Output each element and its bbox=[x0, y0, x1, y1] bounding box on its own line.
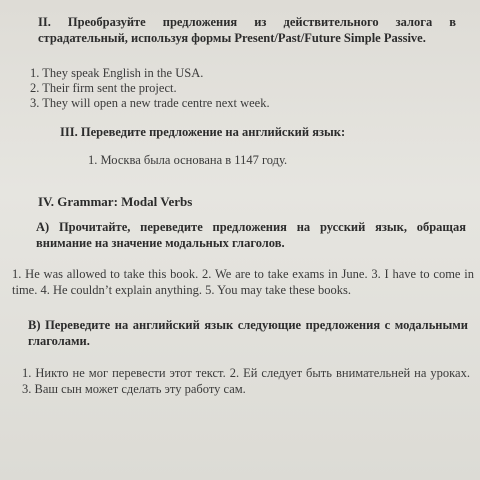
list-item: 2. Their firm sent the project. bbox=[30, 81, 177, 95]
section-4a-title: A) Прочитайте, переведите предложения на русский язык, обращая внимание на значение модальных глаголов. bbox=[36, 220, 466, 250]
section-4b-title: B) Переведите на английский язык следующие предложения с модальными глаголами. bbox=[28, 318, 468, 348]
list-item: 3. They will open a new trade centre next week. bbox=[30, 96, 270, 110]
section-4-title: IV. Grammar: Modal Verbs bbox=[38, 194, 193, 209]
section-2-list bbox=[30, 66, 450, 111]
section-4a-text: 1. He was allowed to take this book. 2. We are to take exams in June. 3. I have to come in time. 4. He couldn’t explain anything. 5. You may take these books. bbox=[12, 267, 474, 297]
section-3-item: 1. Москва была основана в 1147 году. bbox=[88, 153, 288, 167]
section-3-title: III. Переведите предложение на английский язык: bbox=[60, 125, 346, 139]
section-4b-text: 1. Никто не мог перевести этот текст. 2. Ей следует быть внимательней на уроках. 3. Ваш сын может сделать эту работу сам. bbox=[22, 366, 470, 396]
list-item: 1. They speak English in the USA. bbox=[30, 66, 204, 80]
section-2-title: II. Преобразуйте предложения из действительного залога в страдательный, используя формы Present/Past/Future Simple Passive. bbox=[38, 15, 456, 45]
